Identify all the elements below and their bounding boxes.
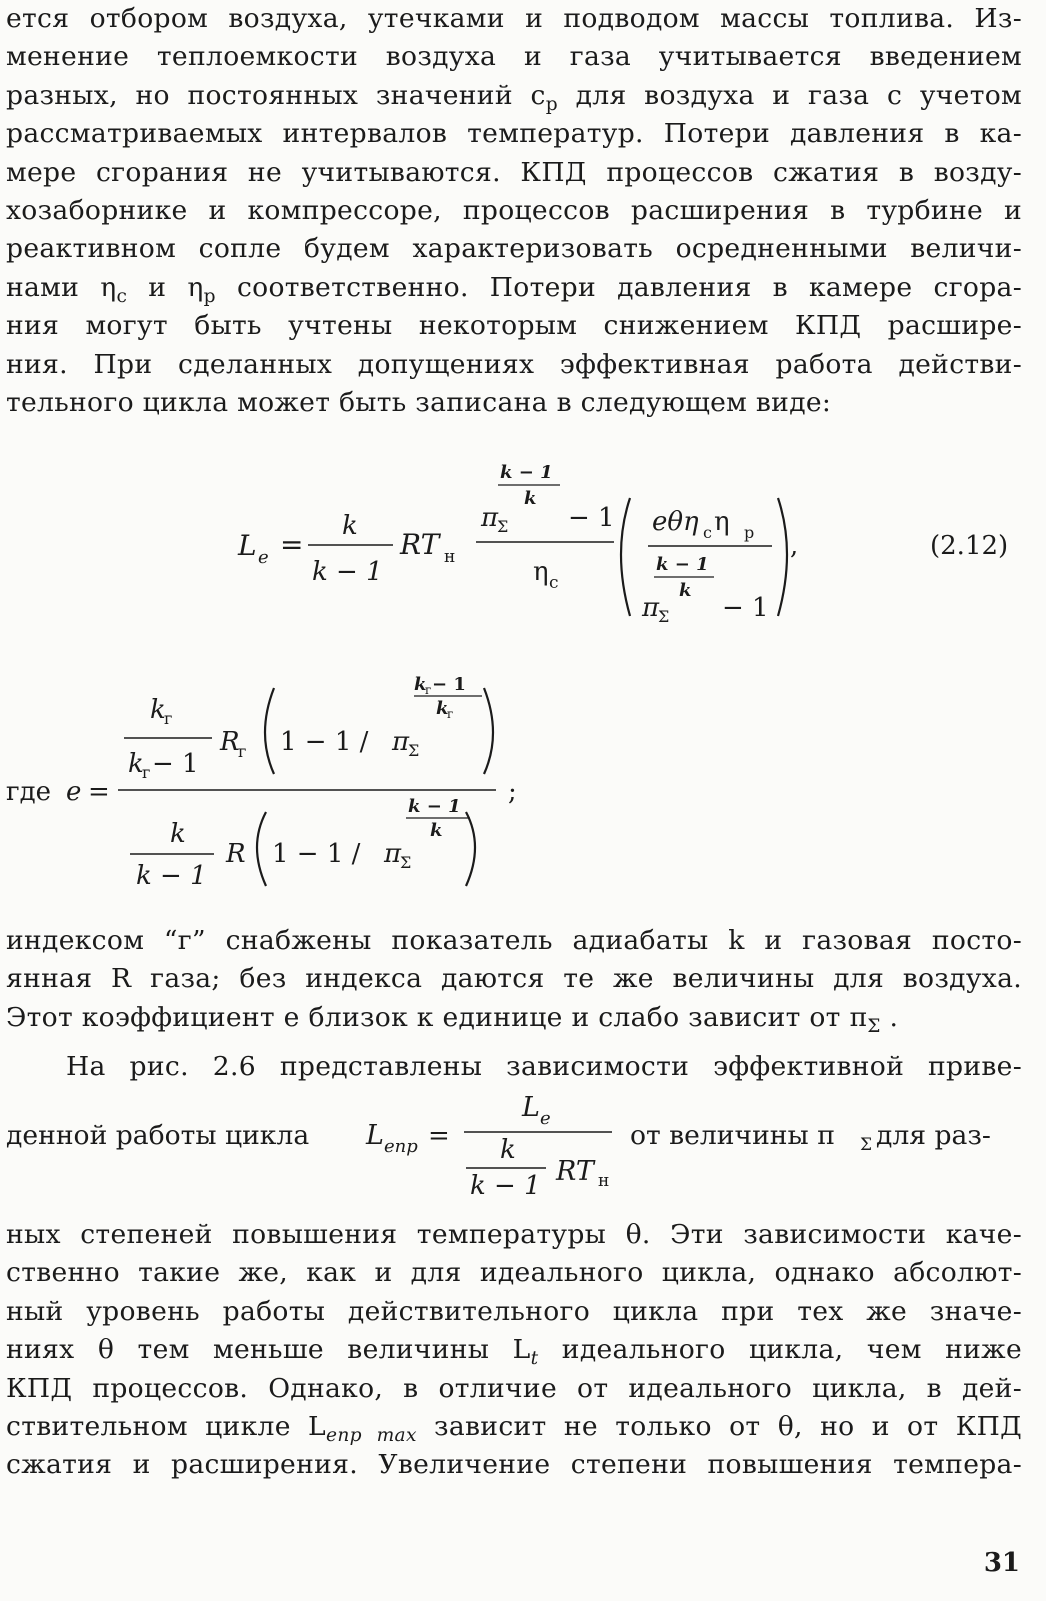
text-fragment: для воздуха и газа с учетом [557,79,1023,111]
equation-2-12 [0,450,1046,640]
exp-kg: k [414,674,427,695]
text-line: менение теплоемкости воздуха и газа учитывается введением [6,41,1022,73]
eq-lhs: L [238,529,257,562]
text-fragment: идеального цикла, чем ниже [538,1334,1022,1366]
text-line [6,999,1022,1037]
text-fragment: от величины π [630,1120,835,1151]
text-line: ственно такие же, как и для идеального цикла, однако абсолют- [6,1257,1022,1289]
one-minus: 1 − 1 / [280,727,369,757]
subscript: епр max [326,1425,417,1447]
semicolon: ; [508,777,517,807]
text-line [6,77,1022,115]
exp-den: k [430,820,443,841]
pi-sub: Σ [400,853,412,872]
eq-comma: , [790,531,799,561]
inner-minus-one: − 1 [722,593,769,623]
eta-c-sub: с [549,573,559,593]
left-paren [265,688,274,774]
text-fragment: зависит не только от θ, но и от КПД [416,1411,1022,1443]
text-fragment: нами η [6,271,117,303]
exp-minus: − 1 [432,674,466,695]
text-line: ется отбором воздуха, утечками и подводом массы топлива. Из- [6,3,1022,34]
text-fragment: разных, но постоянных значений c [6,79,546,111]
paragraph-2 [6,922,1022,1037]
subscript: р [203,285,216,307]
left-paren [621,498,630,616]
kg-num: k [150,695,166,725]
frac-k-den: k − 1 [312,557,383,587]
kg-num-sub: г [164,709,173,728]
subscript: р [545,93,558,115]
text-line: реактивном сопле будем характеризовать осредненными величи- [6,233,1022,265]
inner-pi: π [642,593,660,623]
right-paren [778,498,787,616]
paragraph-4 [6,1216,1022,1485]
text-line: ния могут быть учтены некоторым снижением КПД расшире- [6,310,1022,342]
text-line [6,269,1022,307]
text-fragment: ствительном цикле L [6,1411,327,1443]
e-equals: = [88,777,110,807]
paragraph-3 [6,1048,1022,1086]
text-fragment: Этот коэффициент e близок к единице и слабо зависит от π [6,1001,868,1033]
text-line: сжатия и расширения. Увеличение степени повышения темпера- [6,1449,1022,1481]
pi-sub: Σ [408,741,420,760]
pi-symbol: π [384,839,402,869]
rt-sub: н [444,547,456,567]
text-fragment: и η [127,271,204,303]
right-paren [466,812,475,886]
left-paren [257,812,266,886]
subscript: Σ [867,1015,881,1037]
inner-num-sub2: р [744,523,755,542]
where-label: где [6,777,52,807]
rg-sub: г [238,742,247,761]
text-line: На рис. 2.6 представлены зависимости эффективной приве- [66,1051,1022,1082]
text-fragment: . [880,1001,899,1033]
text-line: ный уровень работы действительного цикла при тех же значе- [6,1295,1022,1327]
text-line: тельного цикла может быть записана в следующем виде: [6,387,832,419]
frac-num-L: L [522,1092,540,1123]
eq-lhs-sub: e [258,547,269,568]
inner-num-sub1: с [703,523,712,542]
inner-num-mid: η [714,507,730,537]
subscript: с [116,285,128,307]
exp-num: k − 1 [500,462,553,483]
frac-num-sub: e [540,1108,551,1129]
pi-sub: Σ [497,517,509,536]
rt-symbol: RT [400,528,440,561]
text-line: рассматриваемых интервалов температур. Потери давления в ка- [6,118,1022,150]
one-minus: 1 − 1 / [272,839,361,869]
lepr-symbol: L [366,1120,384,1151]
inner-num: eθη [652,507,699,537]
eta-c: η [533,557,549,587]
text-fragment: денной работы цикла [6,1120,310,1151]
text-line: КПД процессов. Однако, в отличие от идеального цикла, в дей- [6,1372,1022,1404]
text-line: хозаборнике и компрессоре, процессов расширения в турбине и [6,195,1022,227]
r-symbol: R [226,839,246,869]
e-symbol: e [66,777,82,807]
equation-e [0,662,1046,898]
page-number: 31 [983,1548,1020,1578]
text-line: ния. При сделанных допущениях эффективная работа действи- [6,348,1022,380]
exp-num: k − 1 [408,796,461,817]
exp-kg-sub: г [425,683,432,697]
inner-exp-num: k − 1 [656,554,709,575]
frac-k-den: k − 1 [470,1171,541,1201]
pi-symbol: π [481,503,499,533]
text-line: янная R газа; без индекса даются те же величины для воздуха. [6,963,1022,995]
kg-den-sub: г [142,763,151,782]
lepr-sub: епр [384,1136,418,1157]
text-line: индексом “г” снабжены показатель адиабаты k и газовая посто- [6,925,1022,956]
k-den: k − 1 [136,861,207,891]
equation-lepr-line [0,1088,1046,1218]
text-line [6,1408,1022,1446]
frac-rt-sub: н [598,1171,610,1191]
text-fragment: ниях θ тем меньше величины L [6,1334,531,1366]
kg-den: k [128,749,144,779]
paragraph-1 [6,0,1022,422]
rg-symbol: R [220,727,240,757]
sigma-sub: Σ [860,1135,873,1155]
minus-one: − 1 [568,503,615,533]
k-num: k [170,819,186,849]
text-line: ных степеней повышения температуры θ. Эти зависимости каче- [6,1219,1022,1250]
text-fragment: для раз- [876,1120,991,1151]
pi-symbol: π [392,727,410,757]
eq-equals: = [280,528,304,561]
exp-kg-den-sub: г [447,707,454,721]
text-line [6,1331,1022,1369]
lepr-equals: = [428,1121,450,1151]
text-line: мере сгорания не учитываются. КПД процессов сжатия в возду- [6,156,1022,188]
frac-rt: RT [556,1156,594,1187]
right-paren [484,688,493,774]
inner-exp-den: k [679,580,692,601]
exp-den: k [524,488,537,509]
text-fragment: соответственно. Потери давления в камере сгора- [215,271,1022,303]
subscript: t [530,1348,539,1370]
kg-den-minus: − 1 [152,749,199,779]
frac-k-num: k [342,511,358,541]
exp-kg-den: k [436,698,449,719]
equation-number: (2.12) [930,531,1009,561]
frac-k: k [500,1135,516,1165]
inner-pi-sub: Σ [658,607,670,626]
